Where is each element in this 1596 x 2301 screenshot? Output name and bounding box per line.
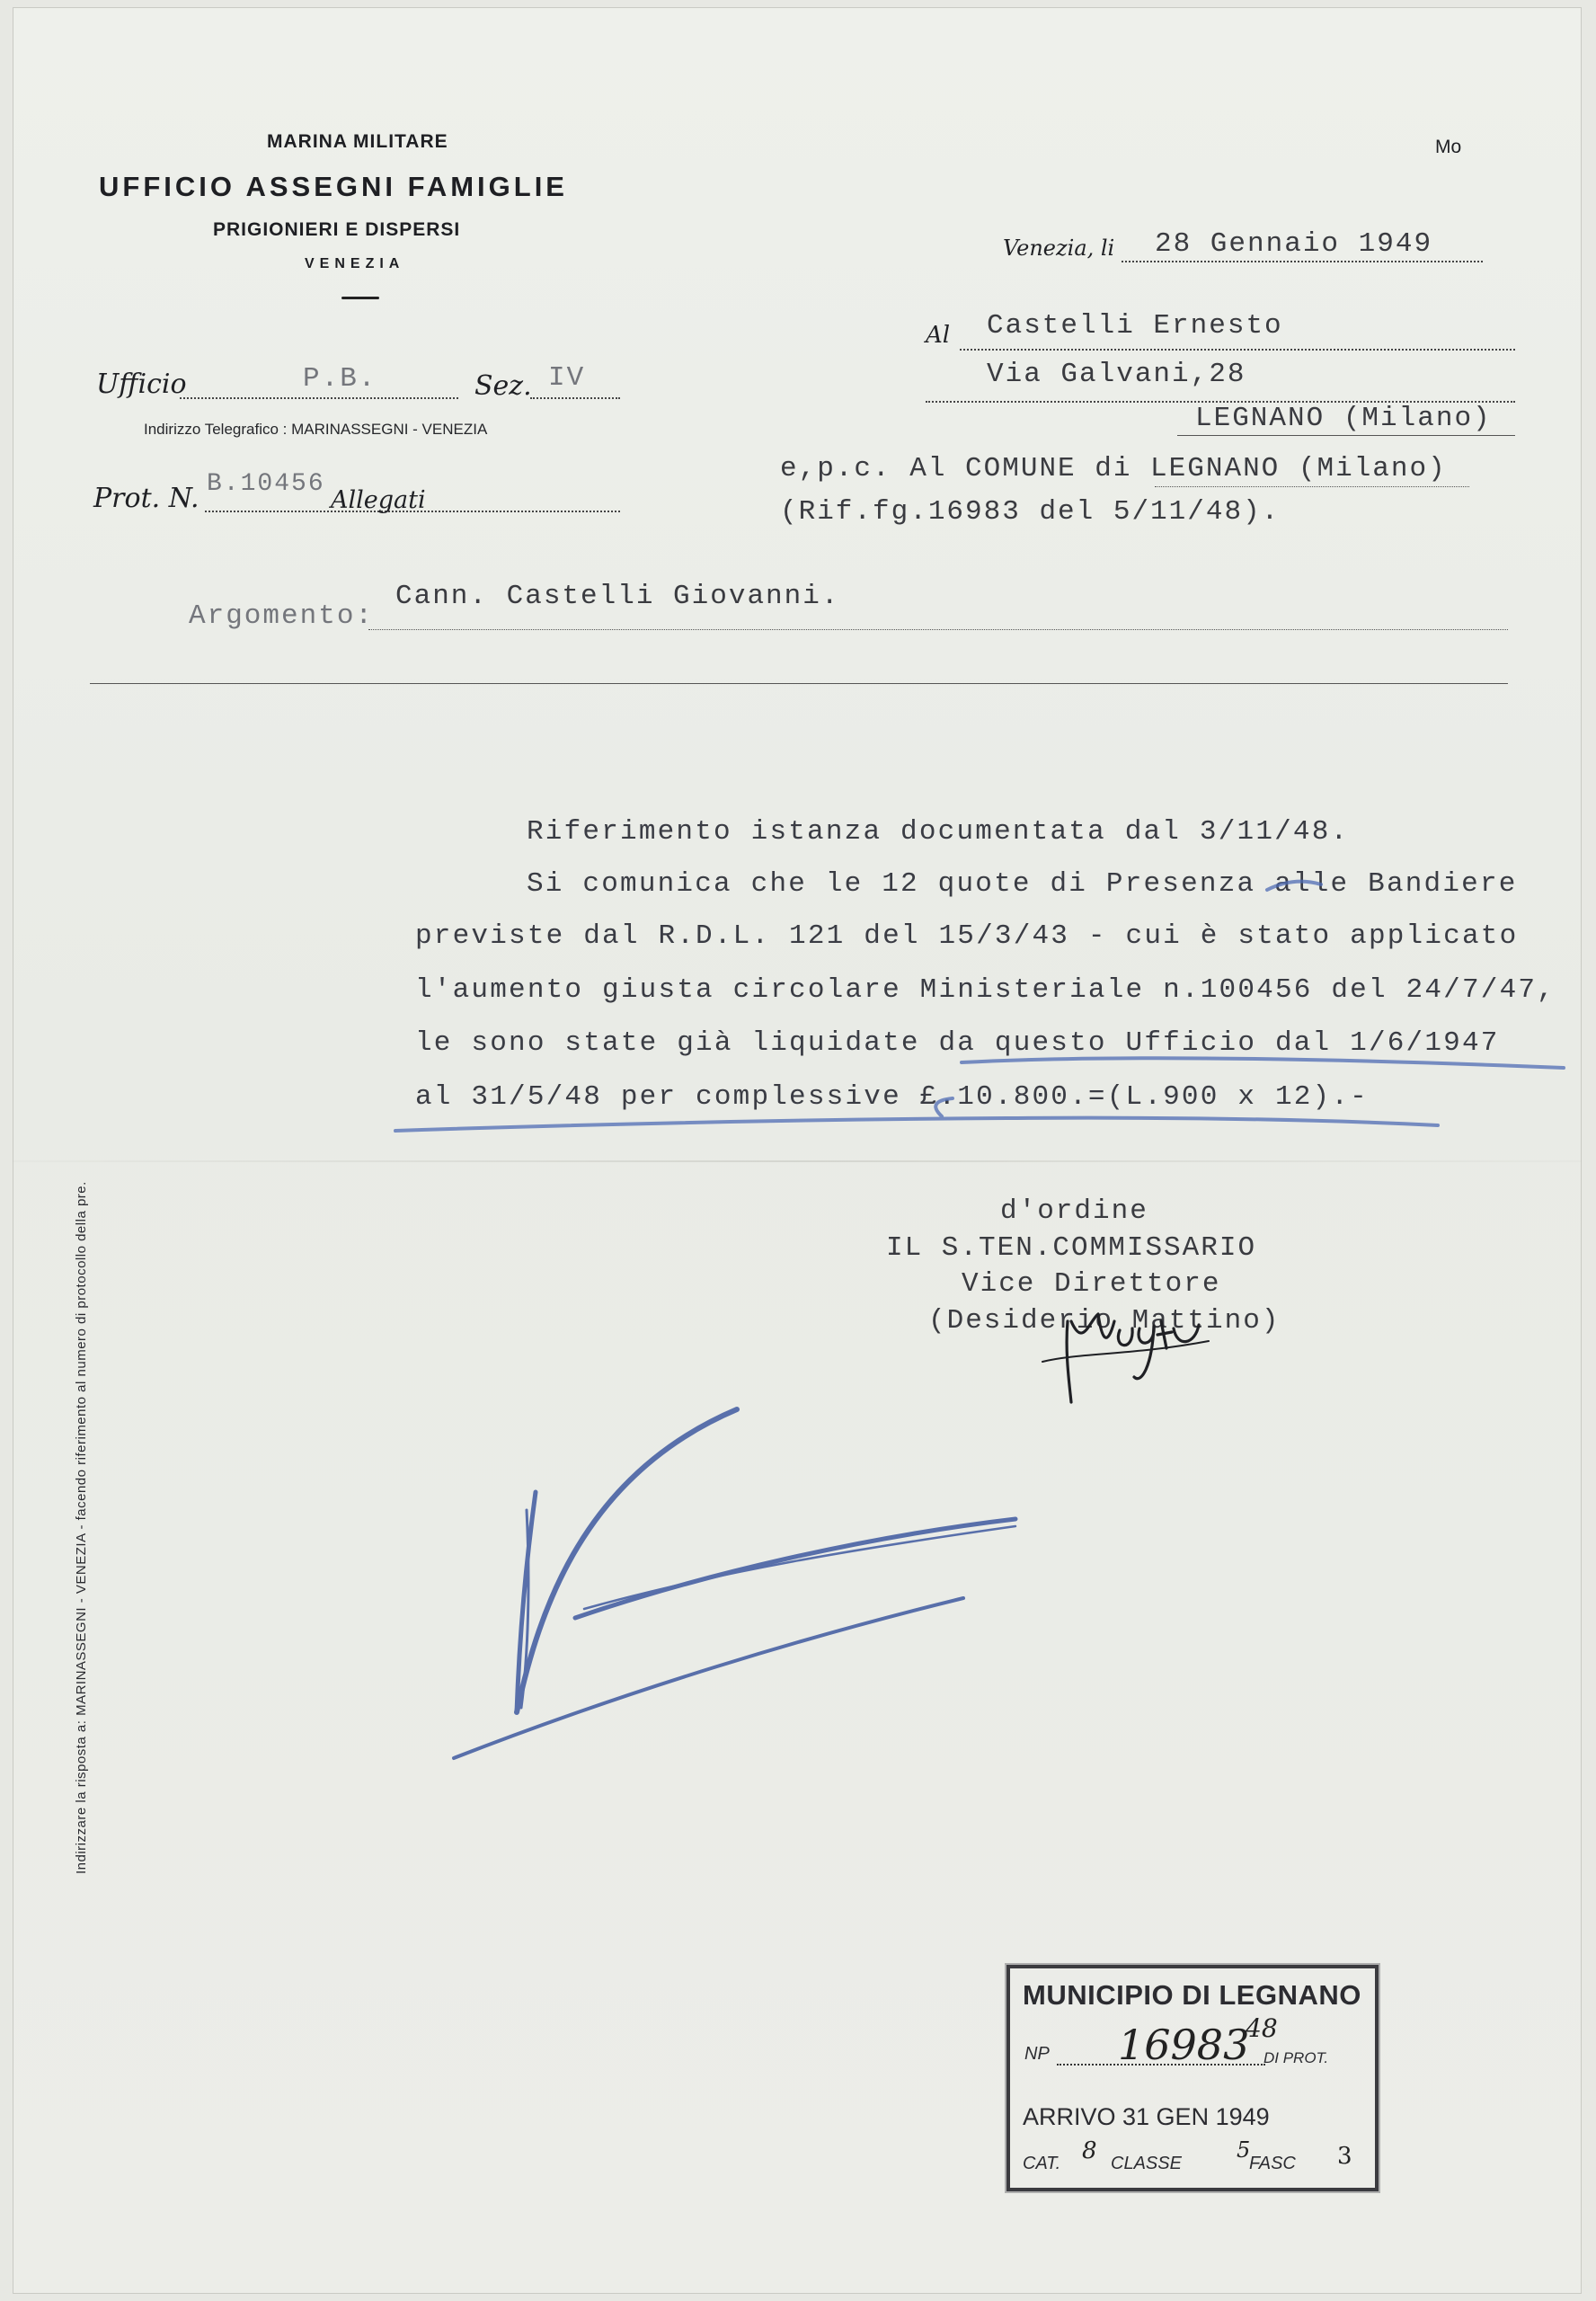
stamp-cat-value: 8	[1082, 2137, 1097, 2164]
recipient-city: LEGNANO (Milano)	[1195, 403, 1492, 434]
body-line-6: al 31/5/48 per complessive £.10.800.=(L.900 x 12).-	[415, 1081, 1369, 1113]
ufficio-label: Ufficio	[96, 369, 187, 400]
allegati-label: Allegati	[331, 486, 426, 514]
stamp-title: MUNICIPIO DI LEGNANO	[1023, 1979, 1361, 2011]
stamp-cat-label: CAT.	[1023, 2154, 1061, 2173]
blue-pencil-check-mark	[454, 1409, 1015, 1758]
stamp-fasc-value: 3	[1337, 2143, 1352, 2170]
signature-line-2: IL S.TEN.COMMISSARIO	[886, 1232, 1257, 1264]
signature-line-4: (Desiderio Mattino)	[928, 1305, 1281, 1337]
municipio-protocol-stamp	[1006, 1965, 1379, 2191]
stamp-classe-value: 5	[1237, 2137, 1251, 2163]
recipient-al-label: Al	[926, 322, 951, 349]
body-line-5: le sono state già liquidate da questo Ufficio dal 1/6/1947	[415, 1027, 1500, 1059]
telegraphic-address: Indirizzo Telegrafico : MARINASSEGNI - VENEZIA	[144, 421, 488, 438]
letterhead-title: UFFICIO ASSEGNI FAMIGLIE	[99, 171, 568, 202]
date-label: Venezia, li	[1003, 235, 1115, 261]
stamp-arrival-date: ARRIVO 31 GEN 1949	[1023, 2103, 1270, 2130]
blue-pencil-underlines	[395, 882, 1564, 1131]
recipient-street: Via Galvani,28	[987, 359, 1246, 390]
stamp-prot-label: DI PROT.	[1264, 2049, 1329, 2066]
vertical-reply-instructions: Indirizzare la risposta a: MARINASSEGNI - VENEZIA - facendo riferimento al numero di protocollo della pre.	[74, 1181, 89, 1874]
ufficio-value: P.B.	[303, 363, 377, 395]
sez-label: Sez.	[474, 370, 532, 402]
recipient-name: Castelli Ernesto	[987, 310, 1283, 342]
cc-line: e,p.c. Al COMUNE di LEGNANO (Milano)	[780, 453, 1447, 484]
prot-value: B.10456	[207, 470, 325, 498]
body-line-2: Si comunica che le 12 quote di Presenza alle Bandiere	[527, 868, 1518, 900]
letterhead-line1: MARINA MILITARE	[267, 131, 448, 152]
body-line-3: previste dal R.D.L. 121 del 15/3/43 - cui è stato applicato	[415, 920, 1519, 952]
prot-label: Prot. N.	[93, 483, 200, 514]
top-right-mark: Mo	[1435, 137, 1462, 157]
body-line-4: l'aumento giusta circolare Ministeriale n.100456 del 24/7/47,	[415, 974, 1556, 1006]
argomento-value: Cann. Castelli Giovanni.	[395, 581, 840, 612]
date-value: 28 Gennaio 1949	[1155, 228, 1433, 260]
handwritten-signature	[1042, 1314, 1209, 1402]
sez-value: IV	[548, 362, 586, 394]
letterhead-city: VENEZIA	[305, 256, 405, 271]
stamp-np-label: NP	[1024, 2044, 1050, 2064]
stamp-np-year: 48	[1246, 2013, 1278, 2043]
argomento-label: Argomento:	[189, 600, 375, 632]
stamp-classe-label: CLASSE	[1111, 2154, 1182, 2173]
stamp-np-number: 16983	[1118, 2021, 1250, 2069]
letterhead-line3: PRIGIONIERI E DISPERSI	[213, 219, 461, 240]
cc-reference: (Rif.fg.16983 del 5/11/48).	[780, 496, 1281, 528]
stamp-fasc-label: FASC	[1249, 2154, 1296, 2173]
body-line-1: Riferimento istanza documentata dal 3/11/48.	[527, 816, 1350, 848]
signature-line-3: Vice Direttore	[962, 1268, 1221, 1300]
signature-line-1: d'ordine	[1000, 1195, 1148, 1227]
